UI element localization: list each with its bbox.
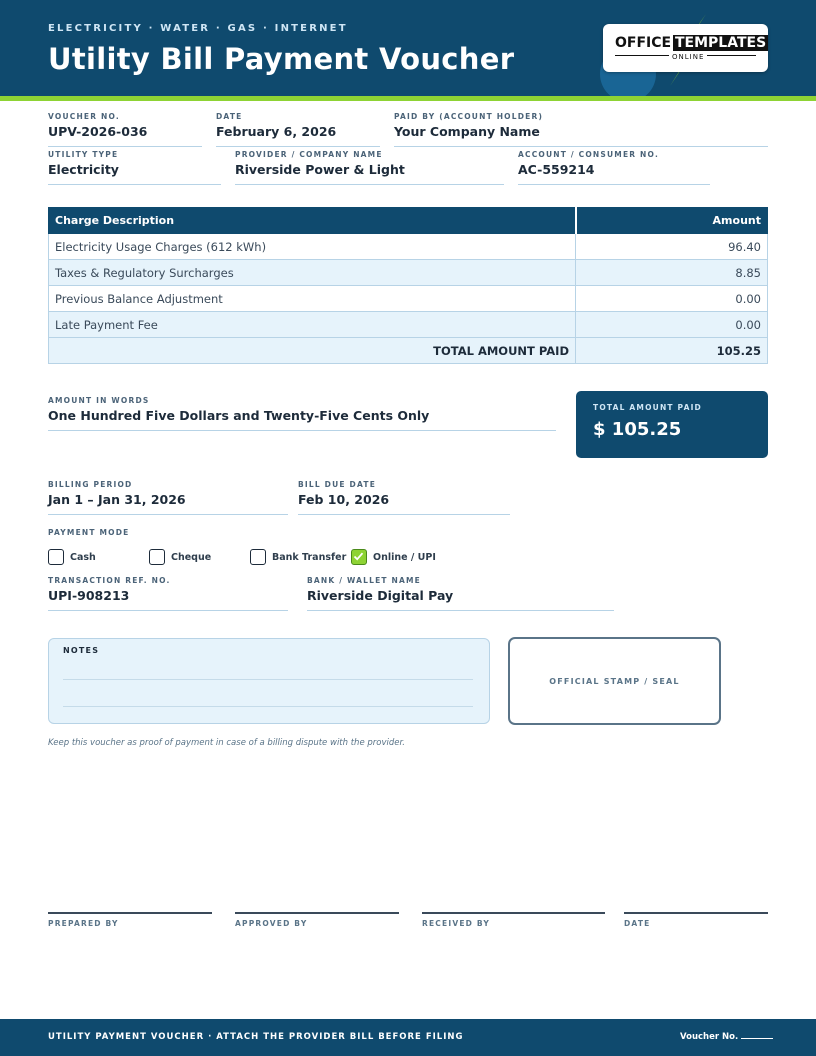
table-row	[49, 286, 768, 312]
bank-wallet-value: Riverside Digital Pay	[307, 588, 454, 603]
utility-type-value: Electricity	[48, 162, 119, 177]
bank-wallet-field[interactable]	[307, 576, 614, 611]
notes-line	[63, 706, 473, 707]
charge-description: Electricity Usage Charges (612 kWh)	[49, 234, 576, 260]
voucher-no-field[interactable]	[48, 112, 202, 147]
transaction-ref-value: UPI-908213	[48, 588, 130, 603]
date-value: February 6, 2026	[216, 124, 337, 139]
charges-table	[48, 207, 768, 364]
voucher-no-value: UPV-2026-036	[48, 124, 148, 139]
total-amount-box	[576, 391, 768, 458]
payment-mode-label: PAYMENT MODE	[48, 528, 130, 537]
header-accent-stripe	[0, 96, 816, 101]
utility-type-label: UTILITY TYPE	[48, 150, 119, 159]
stamp-seal-label: OFFICIAL STAMP / SEAL	[549, 677, 680, 686]
charge-description: Taxes & Regulatory Surcharges	[49, 260, 576, 286]
cheque-checkbox[interactable]	[149, 549, 165, 565]
bill-due-date-value: Feb 10, 2026	[298, 492, 390, 507]
charge-amount: 0.00	[576, 286, 768, 312]
received-by-signature[interactable]	[422, 912, 605, 932]
charge-description: Previous Balance Adjustment	[49, 286, 576, 312]
total-box-label: TOTAL AMOUNT PAID	[593, 403, 702, 412]
date-label: DATE	[216, 112, 243, 121]
account-value: AC-559214	[518, 162, 595, 177]
account-label: ACCOUNT / CONSUMER NO.	[518, 150, 659, 159]
approved-by-label: APPROVED BY	[235, 919, 308, 928]
billing-period-field[interactable]	[48, 480, 288, 515]
online-upi-label: Online / UPI	[373, 552, 436, 563]
office-templates-logo	[603, 24, 768, 72]
amount-in-words-field[interactable]	[48, 396, 556, 431]
bank-transfer-label: Bank Transfer	[272, 552, 347, 563]
signature-date-label: DATE	[624, 919, 651, 928]
amount-in-words-value: One Hundred Five Dollars and Twenty-Five Cents Only	[48, 408, 430, 423]
charge-amount: 96.40	[576, 234, 768, 260]
provider-field[interactable]	[235, 150, 504, 185]
received-by-label: RECEIVED BY	[422, 919, 491, 928]
footer-text: UTILITY PAYMENT VOUCHER · ATTACH THE PROVIDER BILL BEFORE FILING	[48, 1032, 464, 1042]
total-row	[49, 338, 768, 364]
utility-type-field[interactable]	[48, 150, 221, 185]
logo-templates-text: TEMPLATES	[675, 35, 767, 51]
total-label: TOTAL AMOUNT PAID	[49, 338, 576, 364]
provider-label: PROVIDER / COMPANY NAME	[235, 150, 383, 159]
total-amount: 105.25	[576, 338, 768, 364]
payment-option-cash[interactable]	[48, 549, 108, 567]
notes-box[interactable]	[48, 638, 490, 724]
amount-in-words-label: AMOUNT IN WORDS	[48, 396, 150, 405]
footer-bar	[0, 1019, 816, 1056]
total-box-value: $ 105.25	[593, 419, 682, 440]
table-row	[49, 260, 768, 286]
voucher-no-label: VOUCHER NO.	[48, 112, 120, 121]
utility-categories: ELECTRICITY · WATER · GAS · INTERNET	[48, 23, 348, 34]
notes-label: NOTES	[63, 646, 100, 655]
stamp-seal-box	[508, 637, 721, 725]
payment-option-online-upi[interactable]	[351, 549, 441, 567]
check-icon	[353, 551, 364, 562]
transaction-ref-field[interactable]	[48, 576, 288, 611]
bank-wallet-label: BANK / WALLET NAME	[307, 576, 421, 585]
charge-amount: 8.85	[576, 260, 768, 286]
footer-voucher-no-blank[interactable]	[741, 1038, 773, 1039]
header-banner	[0, 0, 816, 96]
billing-period-value: Jan 1 – Jan 31, 2026	[48, 492, 186, 507]
bank-transfer-checkbox[interactable]	[250, 549, 266, 565]
payment-option-bank-transfer[interactable]	[250, 549, 345, 567]
notes-line	[63, 679, 473, 680]
prepared-by-label: PREPARED BY	[48, 919, 119, 928]
online-upi-checkbox[interactable]	[351, 549, 367, 565]
payment-option-cheque[interactable]	[149, 549, 219, 567]
table-header-row	[49, 208, 768, 234]
charge-description: Late Payment Fee	[49, 312, 576, 338]
paid-by-value: Your Company Name	[394, 124, 540, 139]
billing-period-label: BILLING PERIOD	[48, 480, 133, 489]
bill-due-date-field[interactable]	[298, 480, 510, 515]
table-row	[49, 312, 768, 338]
cash-checkbox[interactable]	[48, 549, 64, 565]
transaction-ref-label: TRANSACTION REF. NO.	[48, 576, 171, 585]
account-field[interactable]	[518, 150, 710, 185]
approved-by-signature[interactable]	[235, 912, 399, 932]
paid-by-field[interactable]	[394, 112, 768, 147]
provider-value: Riverside Power & Light	[235, 162, 405, 177]
bill-due-date-label: BILL DUE DATE	[298, 480, 377, 489]
paid-by-label: PAID BY (ACCOUNT HOLDER)	[394, 112, 544, 121]
amount-header: Amount	[576, 208, 768, 234]
date-field[interactable]	[216, 112, 380, 147]
logo-office-text: OFFICE	[615, 35, 672, 51]
footer-voucher-no-label: Voucher No.	[680, 1032, 739, 1042]
prepared-by-signature[interactable]	[48, 912, 212, 932]
cash-label: Cash	[70, 552, 96, 563]
footnote: Keep this voucher as proof of payment in case of a billing dispute with the provider.	[48, 738, 405, 748]
table-row	[49, 234, 768, 260]
cheque-label: Cheque	[171, 552, 212, 563]
logo-online-text: ONLINE	[669, 53, 707, 61]
charge-description-header: Charge Description	[49, 208, 576, 234]
date-signature[interactable]	[624, 912, 768, 932]
charge-amount: 0.00	[576, 312, 768, 338]
footer-voucher-no	[680, 1032, 773, 1042]
page-title: Utility Bill Payment Voucher	[48, 42, 515, 76]
